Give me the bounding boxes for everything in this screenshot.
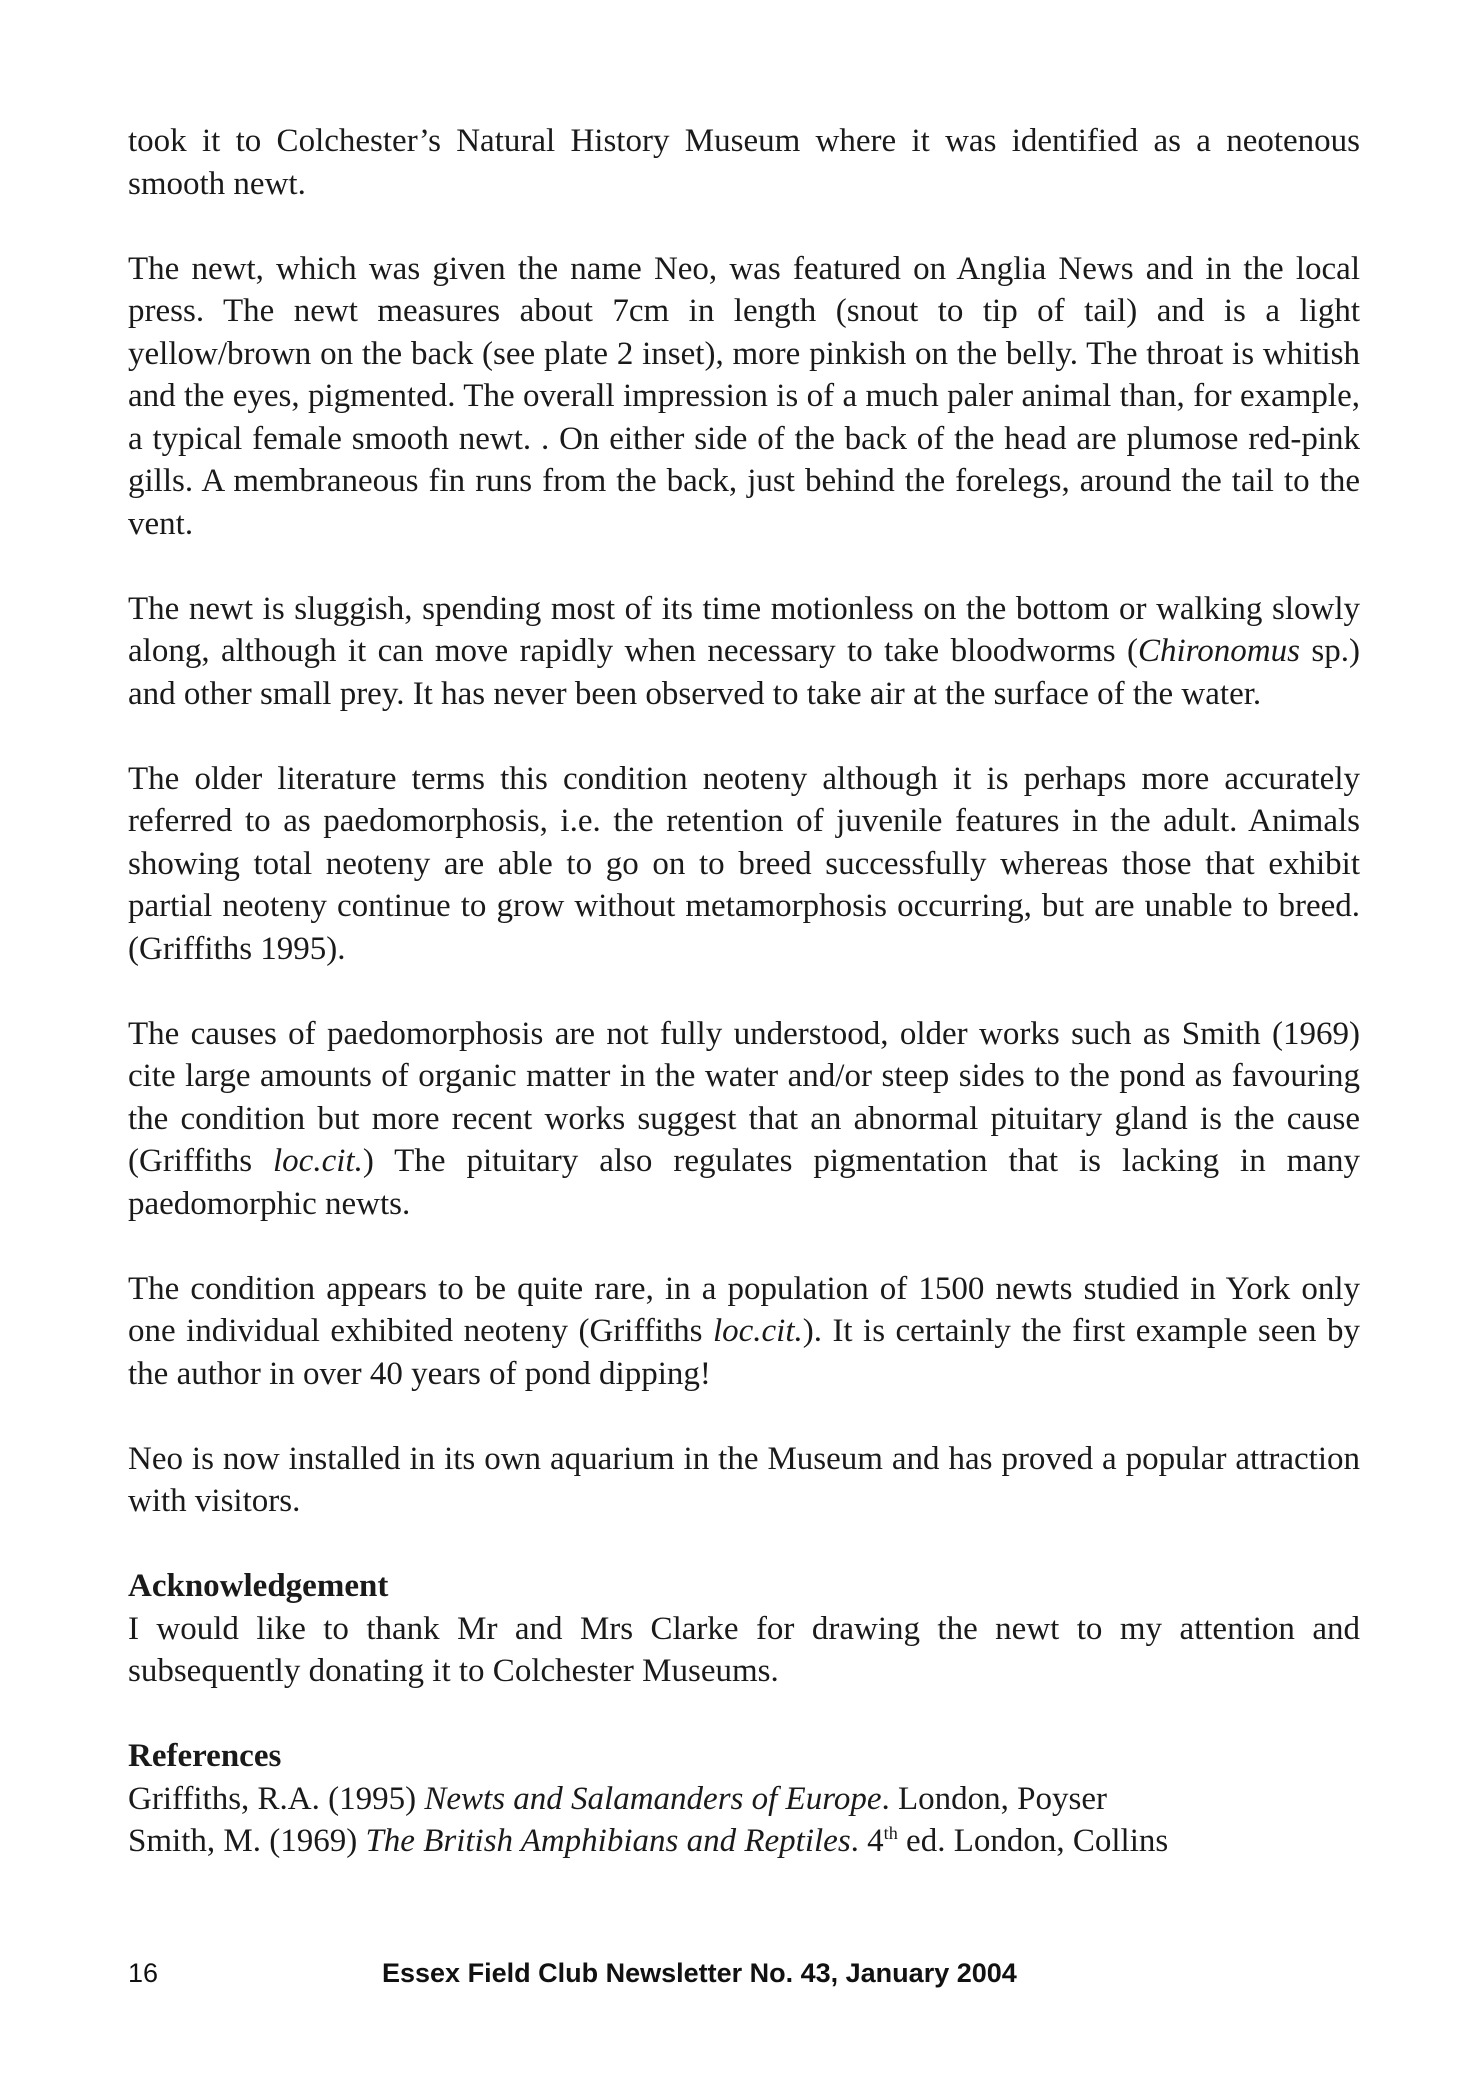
paragraph: The older literature terms this condition neoteny although it is perhaps more accurately referred to as paedomorphosis, i.e. the retention of juvenile features in the adult. Animals showing total neoteny are able to go on to breed successfully whereas those that exhibit partial neoteny continue to grow without metamorphosis occurring, but are unable to breed. (Griffiths 1995).: [128, 760, 1360, 967]
page-number: 16: [128, 1958, 159, 1988]
footer-title: Essex Field Club Newsletter No. 43, January 2004: [382, 1958, 1017, 1988]
text-run: ed. London, Collins: [897, 1823, 1169, 1859]
section-heading: References: [128, 1738, 282, 1774]
paragraph: [128, 588, 1360, 716]
text-run: Griffiths, R.A. (1995): [128, 1780, 425, 1817]
paragraph: [128, 1268, 1360, 1396]
acknowledgement-section: [128, 1565, 1360, 1693]
reference-item: [128, 1778, 1360, 1821]
paragraph: took it to Colchester’s Natural History Museum where it was identified as a neotenous smooth newt.: [128, 123, 1360, 202]
text-run: The newt is sluggish, spending most of its time motionless on the bottom or walking slowly along, although it can move rapidly when necessary to take bloodworms (: [128, 590, 1360, 669]
reference-title: The British Amphibians and Reptiles: [365, 1823, 851, 1859]
paragraph: [128, 1013, 1360, 1226]
paragraph: The newt, which was given the name Neo, was featured on Anglia News and in the local press. The newt measures about 7cm in length (snout to tip of tail) and is a light yellow/brown on the back (see plate 2 inset), more pinkish on the belly. The throat is whitish and the eyes, pigmented. The overall impression is of a much paler animal than, for example, a typical female smooth newt. . On either side of the back of the head are plumose red-pink gills. A membraneous fin runs from the back, just behind the forelegs, around the tail to the vent.: [128, 250, 1360, 542]
page-content: [128, 120, 1360, 1905]
italic-term: Chironomus: [1137, 633, 1300, 669]
text-run: ). It is certainly the first example seen by the author in over 40 years of pond dipping!: [128, 1313, 1360, 1392]
text-run: ) The pituitary also regulates pigmentation that is lacking in many paedomorphic newts.: [128, 1143, 1360, 1222]
text-run: . London, Poyser: [881, 1780, 1107, 1817]
superscript: th: [883, 1823, 898, 1843]
references-section: [128, 1735, 1360, 1863]
text-run: Smith, M. (1969): [128, 1823, 366, 1859]
text-run: . 4: [850, 1823, 884, 1859]
reference-item: [128, 1820, 1360, 1863]
text-run: The causes of paedomorphosis are not fully understood, older works such as Smith (1969) cite large amounts of organic matter in the water and/or steep sides to the pond as favouring the condition but more recent works suggest that an abnormal pituitary gland is the cause (Griffiths: [128, 1015, 1360, 1179]
section-heading: Acknowledgement: [128, 1568, 389, 1604]
text-run: sp.) and other small prey. It has never been observed to take air at the surface of the water.: [128, 633, 1360, 712]
paragraph: I would like to thank Mr and Mrs Clarke for drawing the newt to my attention and subsequently donating it to Colchester Museums.: [128, 1610, 1360, 1689]
text-run: The condition appears to be quite rare, in a population of 1500 newts studied in York only one individual exhibited neoteny (Griffiths: [128, 1270, 1360, 1349]
page-footer: [128, 1958, 1360, 1994]
reference-title: Newts and Salamanders of Europe: [424, 1780, 882, 1817]
paragraph: Neo is now installed in its own aquarium in the Museum and has proved a popular attraction with visitors.: [128, 1440, 1360, 1519]
italic-term: loc.cit.: [273, 1143, 363, 1179]
italic-term: loc.cit.: [712, 1313, 803, 1349]
